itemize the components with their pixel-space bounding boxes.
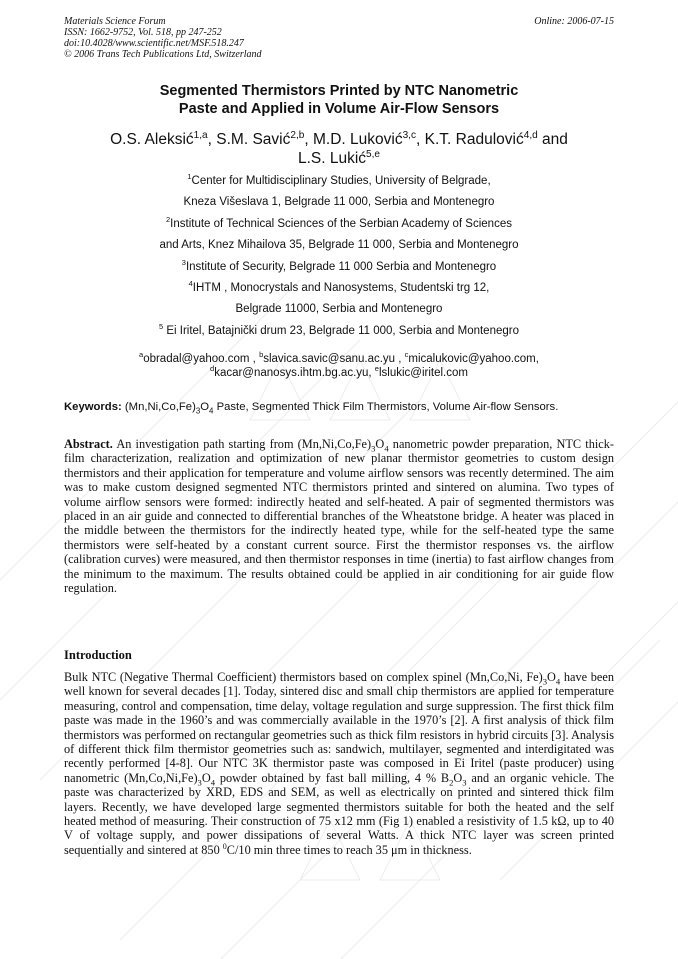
introduction-body: Bulk NTC (Negative Thermal Coefficient) thermistors based on complex spinel (Mn,Co,Ni, $Fe)_3O_4$ have been well known for several decades [1]. Today, sintered disc and small chip thermistors are applied for temperature measuring, control and compensation, time delay, voltage regulation and surge suppression. The first thick film paste was made in the 1960’s and was commercially available in the 1970’s [2]. A first analysis of thick film thermistors was performed on rectangular geometries such as thick film resistors in hybrid circuits [3]. Analysis of different thick film thermistor geometries such as: sandwich, multilayer, segmented and interdigitated was recently performed [4-8]. Our NTC 3K thermistor paste was composed in Ei Iritel (paste producer) using nanometric $(Mn,Co,Ni,Fe)_3O_4$ powder obtained by fast ball milling, 4 % $B_2O_3$ and an organic vehicle. The paste was characterized by XRD, EDS and SEM, as well as electrically on printed and sintered thick film layers. Recently, we have developed large segmented thermistors suitable for both the heated and the self heated method of measuring. Their construction of 75 x12 mm (Fig 1) enabled a resistivity of 1.5 kΩ, up to 40 V of voltage supply, and power dissipations of several Watts. A thick NTC layer was screen printed sequentially and sintered at 850 $^0$C/10 min three times to reach 35 μm in thickness. <box>64 670 615 857</box>
author-5: L.S. Lukić <box>297 150 367 167</box>
email-b[interactable]: slavica.savic@sanu.ac.yu , <box>263 353 405 365</box>
keywords-label: Keywords: <box>64 401 122 413</box>
paper-title <box>60 82 618 118</box>
abstract: Abstract. An investigation path starting from $(Mn,Ni,Co,Fe)_3O_4$ nanometric powder preparation, NTC thick-film characterization, realization and optimization of new planar thermistor geometries to custom design thermistors and their application for temperature and volume airflow sensors was recently determined. The aim was to make custom designed segmented NTC thermistors printed and sintered on alumina. Two types of volume airflow sensors were formed: indirectly heated and self-heated. A pair of segmented thermistors was placed in an air guide and connected to differential branches of the Wheatstone bridge. A heater was placed in the middle between the thermistors for the indirectly heated type, while for the self-heated type the same thermistors were self-heated by a constant current source. First the thermistor responses vs. the airflow (calibration curves) were measured, and then thermistor responses in time (inertia) to fast airflow changes from the minimum to the maximum. The results obtained could be applied in air conditioning for air guide flow regulation. <box>64 437 614 596</box>
author-2-sup: 2,b <box>290 129 305 141</box>
author-and: and <box>542 131 568 148</box>
email-e[interactable]: lslukic@iritel.com <box>378 367 468 379</box>
author-3: M.D. Luković <box>312 131 403 148</box>
affiliation-3: $^3$Institute of Security, Belgrade 11 000 Serbia and Montenegro <box>181 257 497 273</box>
affiliation-1-cont: Kneza Višeslava 1, Belgrade 11 000, Serbia and Montenegro <box>183 196 495 209</box>
affiliation-5: $^5$ Ei Iritel, Batajnički drum 23, Belgrade 11 000, Serbia and Montenegro <box>158 321 519 337</box>
author-2: S.M. Savić <box>216 131 291 148</box>
journal-name: Materials Science Forum <box>64 16 166 27</box>
author-4-sup: 4,d <box>523 129 538 141</box>
online-date: Online: 2006-07-15 <box>534 16 614 27</box>
author-5-sup: 5,e <box>366 148 381 160</box>
journal-info <box>64 16 614 60</box>
affiliation-4-cont: Belgrade 11000, Serbia and Montenegro <box>235 303 443 316</box>
journal-header <box>64 16 614 60</box>
email-a[interactable]: obradal@yahoo.com , <box>143 353 260 365</box>
author-3-sup: 3,c <box>402 129 417 141</box>
section-heading-introduction: Introduction <box>64 648 132 662</box>
affiliation-2: $^2$Institute of Technical Sciences of the Serbian Academy of Sciences <box>166 214 512 230</box>
author-4: K.T. Radulović <box>424 131 524 148</box>
affiliations <box>60 171 618 342</box>
keywords: Keywords: $(Mn,Ni,Co,Fe)_3O_4$ Paste, Segmented Thick Film Thermistors, Volume Air-flow Sensors. <box>64 401 559 416</box>
title-line-2: Paste and Applied in Volume Air-Flow Sensors <box>178 101 500 117</box>
author-emails: $^a$obradal@yahoo.com , $^b$slavica.savic@sanu.ac.yu , $^c$micalukovic@yahoo.com, $^d$kacar@nanosys.ihtm.bg.ac.yu, $^e$lslukic@iritel.com <box>139 350 539 379</box>
affiliation-2-cont: and Arts, Knez Mihailova 35, Belgrade 11 000, Serbia and Montenegro <box>159 239 519 252</box>
abstract-label: Abstract. <box>64 437 113 451</box>
affiliation-1: $^1$Center for Multidisciplinary Studies, University of Belgrade, <box>187 172 491 187</box>
journal-issn: ISSN: 1662-9752, Vol. 518, pp 247-252 <box>64 27 222 38</box>
email-d[interactable]: kacar@nanosys.ihtm.bg.ac.yu, <box>214 367 375 379</box>
author-1: O.S. Aleksić <box>110 131 194 148</box>
email-c[interactable]: micalukovic@yahoo.com, <box>408 353 539 365</box>
affiliation-4: $^4$IHTM , Monocrystals and Nanosystems, Studentski trg 12, <box>188 279 490 294</box>
journal-doi[interactable]: doi:10.4028/www.scientific.net/MSF.518.247 <box>64 38 244 49</box>
author-list: O.S. Aleksić$^{1,a}$, S.M. Savić$^{2,b}$, M.D. Luković$^{3,c}$, K.T. Radulović$^{4,d}$ and L.S. Lukić$^{5,e}$ <box>110 129 568 167</box>
journal-copyright: © 2006 Trans Tech Publications Ltd, Switzerland <box>64 49 262 60</box>
author-1-sup: 1,a <box>193 129 208 141</box>
title-line-1: Segmented Thermistors Printed by NTC Nanometric <box>159 83 519 99</box>
